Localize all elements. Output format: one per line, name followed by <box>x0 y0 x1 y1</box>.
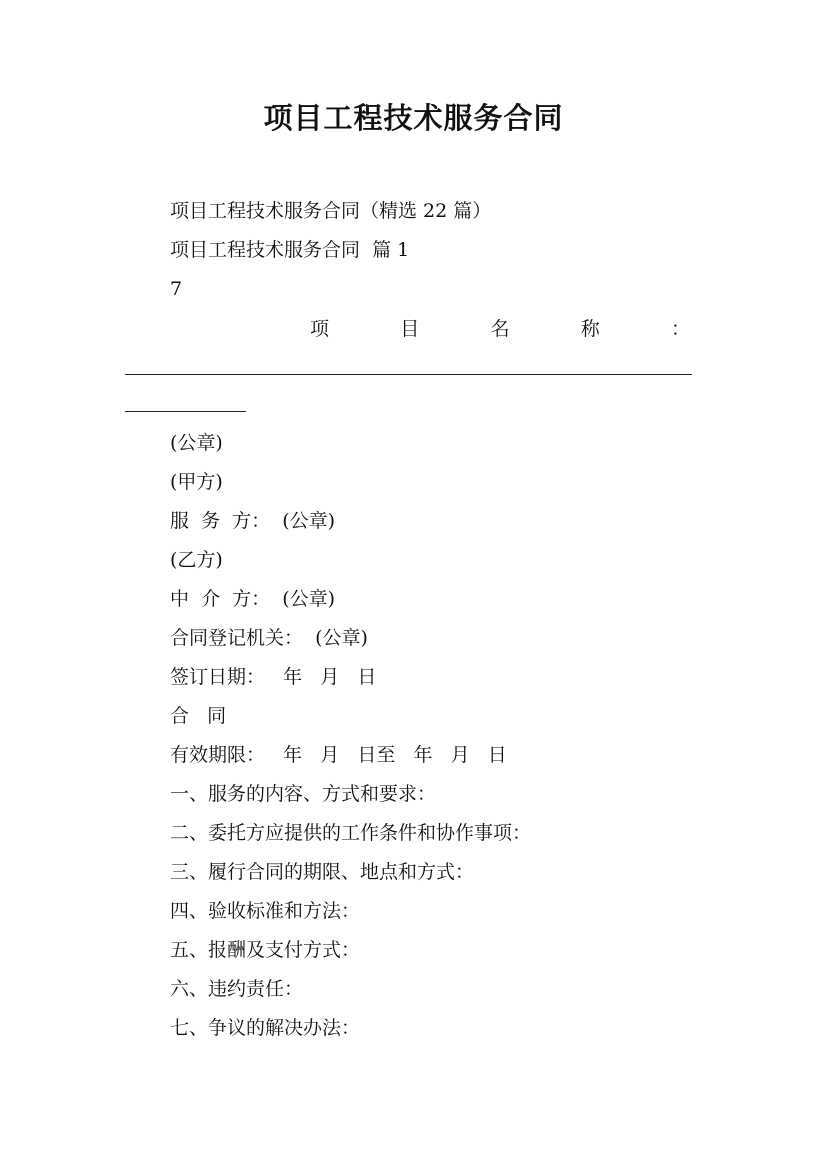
project-name-char: 目 <box>400 318 420 340</box>
clause-2: 二、委托方应提供的工作条件和协作事项： <box>170 822 532 844</box>
validity-period-line: 有效期限： 年 月 日至 年 月 日 <box>170 744 507 766</box>
clause-7: 七、争议的解决办法： <box>170 1017 361 1039</box>
project-name-char: 项 <box>310 318 330 340</box>
registration-authority-line: 合同登记机关： (公章) <box>170 627 368 649</box>
project-name-char: 名 <box>490 318 510 340</box>
document-subtitle: 项目工程技术服务合同（精选 22 篇） <box>170 200 492 222</box>
clause-3: 三、履行合同的期限、地点和方式： <box>170 861 475 883</box>
section-heading: 项目工程技术服务合同 篇 1 <box>170 239 410 261</box>
signing-date-line: 签订日期： 年 月 日 <box>170 666 377 688</box>
intermediary-party-line: 中 介 方： (公章) <box>170 588 336 610</box>
contract-label: 合 同 <box>170 705 227 727</box>
seal-line-1: (公章) <box>170 432 223 454</box>
project-name-char: ： <box>670 318 690 340</box>
project-name-label <box>310 316 690 342</box>
clause-4: 四、验收标准和方法： <box>170 900 361 922</box>
project-name-char: 称 <box>580 318 600 340</box>
clause-5: 五、报酬及支付方式： <box>170 939 361 961</box>
project-name-blank-line <box>125 374 692 375</box>
page-reference: 7 <box>170 278 183 300</box>
document-title: 项目工程技术服务合同 <box>263 101 564 135</box>
party-a-label: (甲方) <box>170 471 223 493</box>
clause-1: 一、服务的内容、方式和要求： <box>170 783 437 805</box>
project-name-blank-line-continued <box>125 411 246 412</box>
clause-6: 六、违约责任： <box>170 978 304 1000</box>
service-party-line: 服 务 方： (公章) <box>170 510 336 532</box>
party-b-label: (乙方) <box>170 549 223 571</box>
